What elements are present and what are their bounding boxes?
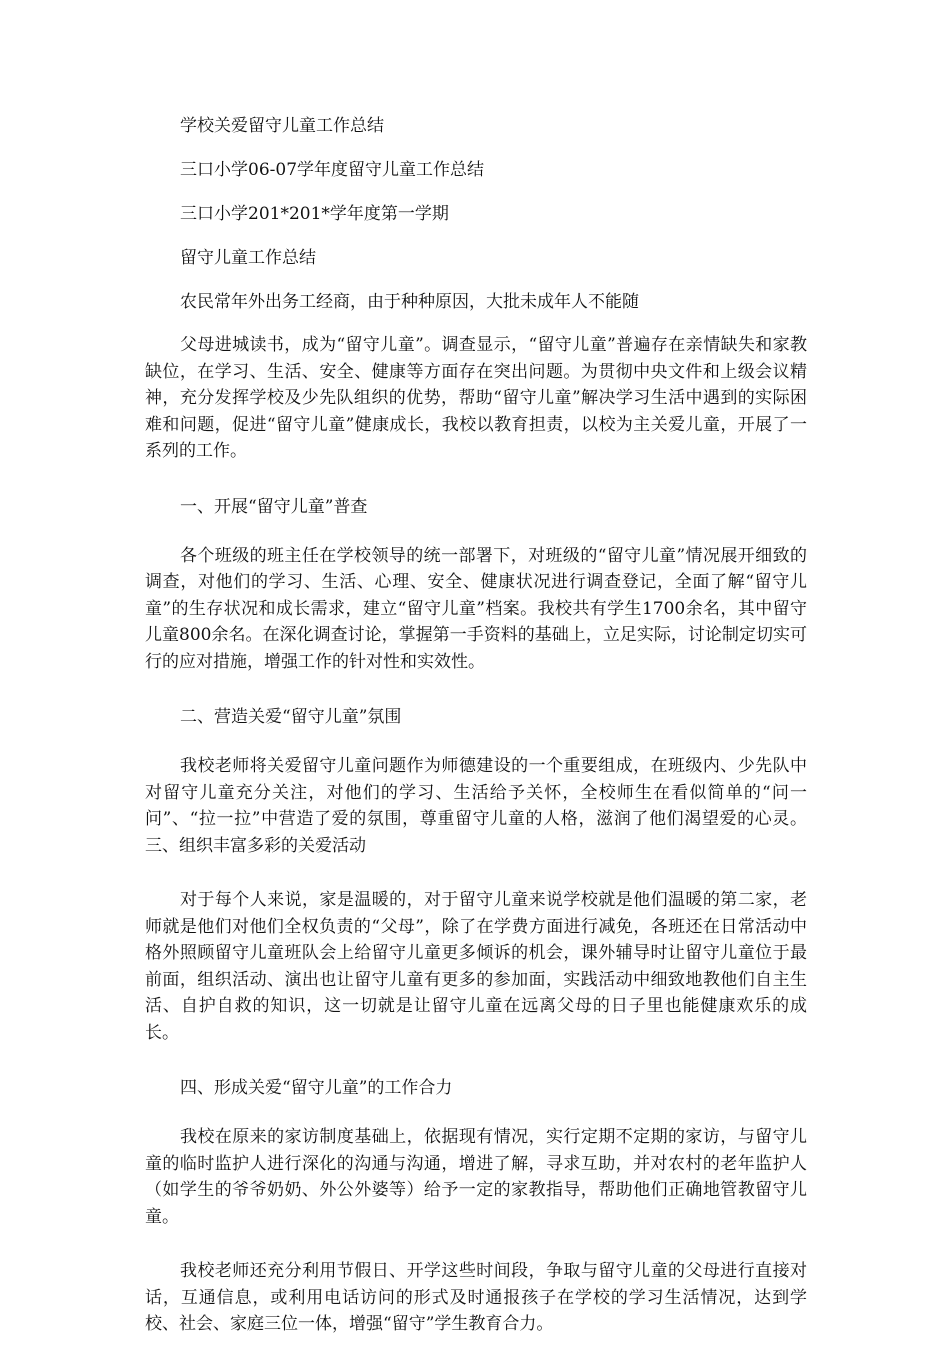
intro-first-line: 农民常年外出务工经商，由于种种原因，大批未成年人不能随 xyxy=(180,292,639,312)
section-1-heading: 一、开展“留守儿童”普查 xyxy=(180,496,368,517)
section-2-heading: 二、营造关爱“留守儿童”氛围 xyxy=(180,707,402,727)
document-subtitle-3: 留守儿童工作总结 xyxy=(180,248,316,268)
document-title: 学校关爱留守儿童工作总结 xyxy=(180,116,384,136)
section-4-heading: 四、形成关爱“留守儿童”的工作合力 xyxy=(180,1078,453,1098)
section-2-body: 我校老师将关爱留守儿童问题作为师德建设的一个重要组成，在班级内、少先队中对留守儿童充分关注，对他们的学习、生活给予关怀，全校师生在看似简单的“问一问”、“拉一拉”中营造了爱的氛围，尊重留守儿童的人格，滋润了他们渴望爱的心灵。三、组织丰富多彩的关爱活动 xyxy=(145,756,807,856)
section-4-body-1: 我校在原来的家访制度基础上，依据现有情况，实行定期不定期的家访，与留守儿童的临时监护人进行深化的沟通与沟通，增进了解，寻求互助，并对农村的老年监护人（如学生的爷爷奶奶、外公外婆等）给予一定的家教指导，帮助他们正确地管教留守儿童。 xyxy=(145,1127,807,1227)
document-subtitle-1: 三口小学06-07学年度留守儿童工作总结 xyxy=(180,160,485,180)
intro-paragraph: 父母进城读书，成为“留守儿童”。调查显示，“留守儿童”普遍存在亲情缺失和家教缺位，在学习、生活、安全、健康等方面存在突出问题。为贯彻中央文件和上级会议精神，充分发挥学校及少先队组织的优势，帮助“留守儿童”解决学习生活中遇到的实际困难和问题，促进“留守儿童”健康成长，我校以教育担责，以校为主关爱儿童，开展了一系列的工作。 xyxy=(145,335,807,461)
document-subtitle-2: 三口小学201*201*学年度第一学期 xyxy=(180,204,449,224)
document-content xyxy=(145,112,807,1366)
section-3-body: 对于每个人来说，家是温暖的，对于留守儿童来说学校就是他们温暖的第二家，老师就是他们对他们全权负责的“父母”，除了在学费方面进行减免，各班还在日常活动中格外照顾留守儿童班队会上给留守儿童更多倾诉的机会，课外辅导时让留守儿童位于最前面，组织活动、演出也让留守儿童有更多的参加面，实践活动中细致地教他们自主生活、自护自救的知识，这一切就是让留守儿童在远离父母的日子里也能健康欢乐的成长。 xyxy=(145,890,807,1043)
section-1-body: 各个班级的班主任在学校领导的统一部署下，对班级的“留守儿童”情况展开细致的调查，对他们的学习、生活、心理、安全、健康状况进行调查登记，全面了解“留守儿童”的生存状况和成长需求，建立“留守儿童”档案。我校共有学生1700余名，其中留守儿童800余名。在深化调查讨论，掌握第一手资料的基础上，立足实际，讨论制定切实可行的应对措施，增强工作的针对性和实效性。 xyxy=(145,545,807,672)
section-4-body-2: 我校老师还充分利用节假日、开学这些时间段，争取与留守儿童的父母进行直接对话，互通信息，或利用电话访问的形式及时通报孩子在学校的学习生活情况，达到学校、社会、家庭三位一体，增强“留守”学生教育合力。 xyxy=(145,1261,807,1334)
